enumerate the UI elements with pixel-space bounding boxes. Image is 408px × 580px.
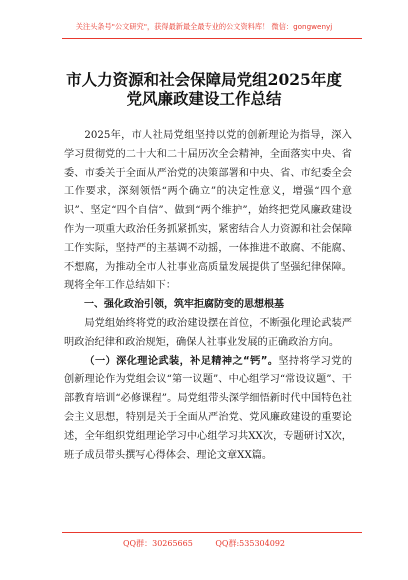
footer-divider — [62, 532, 362, 533]
header-banner: 关注头条号"公文研究"，获得最新最全最专业的公文资料库！ 微信：gongwenyj — [75, 22, 333, 31]
subsection-1-heading: （一）深化理论武装，补足精神之“钙”。 — [84, 355, 279, 367]
footer — [0, 538, 408, 549]
subsection-1-paragraph — [64, 353, 352, 466]
section-1-heading: 一、强化政治引领，筑牢拒腐防变的思想根基 — [84, 299, 284, 311]
document-body — [64, 127, 352, 465]
header-divider — [62, 38, 362, 39]
section-1-paragraph: 局党组始终将党的政治建设摆在首位，不断强化理论武装严明政治纪律和政治规矩，确保人社事业发展的正确政治方向。 — [64, 317, 352, 348]
intro-paragraph: 2025年，市人社局党组坚持以党的创新理论为指导，深入学习贯彻党的二十大和二十届历次全会精神，全面落实中央、省委、市委关于全面从严治党的决策部署和中央、省、市纪委全会工作要求，深刻领悟“两个确立”的决定性意义，增强“四个意识”、坚定“四个自信”、做到“两个维护”，始终把党风廉政建设作为一项重大政治任务抓紧抓实，紧密结合人力资源和社会保障工作实际，坚持严的主基调不动摇，一体推进不敢腐、不能腐、不想腐，为推动全市人社事业高质量发展提供了坚强纪律保障。现将全年工作总结如下： — [64, 130, 352, 292]
document-title — [0, 70, 408, 108]
footer-qq-2: QQ群:535304092 — [215, 539, 285, 548]
title-line-1: 市人力资源和社会保障局党组2025年度 — [66, 70, 342, 89]
title-line-2: 党风廉政建设工作总结 — [126, 89, 282, 108]
footer-qq-1: QQ群：30265665 — [122, 539, 193, 548]
subsection-1-text: 坚持将学习党的创新理论作为党组会议“第一议题”、中心组学习“常设议题”、干部教育培训“必修课程”。局党组带头深学细悟新时代中国特色社会主义思想，特别是关于全面从严治党、党风廉政建设的重要论述，全年组织党组理论学习中心组学习共XX次，专题研讨X次，班子成员带头撰写心得体会、理论文章XX篇。 — [64, 355, 353, 461]
